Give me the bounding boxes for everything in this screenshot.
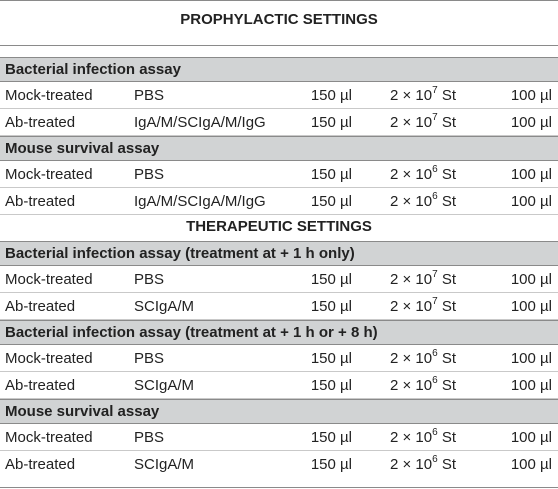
table-row: [0, 424, 558, 451]
volume-cell: 150 µl: [310, 377, 352, 394]
treatment-cell: PBS: [134, 350, 165, 367]
amount-cell: 100 µl: [510, 87, 552, 104]
section-title: Mouse survival assay: [5, 140, 160, 157]
dose-unit: St: [437, 350, 456, 367]
dose-unit: St: [437, 271, 456, 288]
section-header: [0, 57, 558, 82]
dose-unit: St: [437, 87, 456, 104]
dose-unit: St: [437, 429, 456, 446]
dose-unit: St: [437, 166, 456, 183]
table-row: [0, 109, 558, 136]
section-header: [0, 320, 558, 345]
table-row: [0, 372, 558, 399]
section-header: [0, 136, 558, 161]
group-cell: Ab-treated: [5, 193, 76, 210]
dose-unit: St: [437, 298, 456, 315]
volume-cell: 150 µl: [310, 456, 352, 473]
dose-cell: [390, 270, 456, 290]
treatment-cell: PBS: [134, 166, 165, 183]
group-cell: Mock-treated: [5, 166, 93, 183]
volume-cell: 150 µl: [310, 193, 352, 210]
table-row: [0, 161, 558, 188]
table-top-rule: [0, 0, 558, 1]
section-header: [0, 241, 558, 266]
dose-unit: St: [437, 193, 456, 210]
dose-cell: [390, 376, 456, 396]
dose-base: 2 × 10: [389, 87, 433, 104]
table-bottom-rule: [0, 487, 558, 488]
group-cell: Mock-treated: [5, 429, 93, 446]
treatment-cell: SCIgA/M: [134, 298, 195, 315]
group-cell: Ab-treated: [5, 298, 76, 315]
dose-exponent: 6: [432, 454, 438, 465]
group-cell: Ab-treated: [5, 114, 76, 131]
dose-exponent: 7: [432, 85, 438, 96]
section-title: Mouse survival assay: [5, 403, 160, 420]
treatment-cell: IgA/M/SCIgA/M/IgG: [134, 114, 266, 131]
dose-cell: [390, 86, 456, 106]
section-title: Bacterial infection assay (treatment at + 1 h or + 8 h): [5, 324, 378, 341]
dose-unit: St: [437, 456, 456, 473]
amount-cell: 100 µl: [510, 298, 552, 315]
dose-base: 2 × 10: [389, 193, 433, 210]
dose-base: 2 × 10: [389, 429, 433, 446]
dose-exponent: 7: [432, 269, 438, 280]
volume-cell: 150 µl: [310, 298, 352, 315]
volume-cell: 150 µl: [310, 114, 352, 131]
dose-cell: [390, 165, 456, 185]
treatment-cell: PBS: [134, 429, 165, 446]
therapeutic-heading: THERAPEUTIC SETTINGS: [186, 218, 372, 235]
table-row: [0, 82, 558, 109]
treatment-cell: PBS: [134, 87, 165, 104]
amount-cell: 100 µl: [510, 377, 552, 394]
volume-cell: 150 µl: [310, 429, 352, 446]
dose-base: 2 × 10: [389, 166, 433, 183]
prophylactic-heading: PROPHYLACTIC SETTINGS: [180, 11, 378, 28]
table-row: [0, 451, 558, 478]
treatment-cell: PBS: [134, 271, 165, 288]
dose-cell: [390, 113, 456, 133]
group-cell: Mock-treated: [5, 271, 93, 288]
dose-base: 2 × 10: [389, 456, 433, 473]
dose-exponent: 6: [432, 427, 438, 438]
dose-base: 2 × 10: [389, 377, 433, 394]
dose-exponent: 6: [432, 348, 438, 359]
volume-cell: 150 µl: [310, 271, 352, 288]
table-row: [0, 345, 558, 372]
dose-unit: St: [437, 114, 456, 131]
treatment-cell: SCIgA/M: [134, 456, 195, 473]
amount-cell: 100 µl: [510, 193, 552, 210]
table-row: [0, 188, 558, 215]
dose-unit: St: [437, 377, 456, 394]
group-cell: Ab-treated: [5, 456, 76, 473]
dose-cell: [390, 428, 456, 448]
amount-cell: 100 µl: [510, 271, 552, 288]
volume-cell: 150 µl: [310, 166, 352, 183]
amount-cell: 100 µl: [510, 456, 552, 473]
amount-cell: 100 µl: [510, 114, 552, 131]
table-row: [0, 266, 558, 293]
dose-cell: [390, 192, 456, 212]
dose-base: 2 × 10: [389, 350, 433, 367]
dose-exponent: 6: [432, 191, 438, 202]
group-cell: Ab-treated: [5, 377, 76, 394]
dose-base: 2 × 10: [389, 298, 433, 315]
dose-base: 2 × 10: [389, 114, 433, 131]
dose-exponent: 7: [432, 296, 438, 307]
dose-cell: [390, 297, 456, 317]
heading-rule: [0, 45, 558, 46]
dose-exponent: 6: [432, 375, 438, 386]
section-header: [0, 399, 558, 424]
dose-exponent: 6: [432, 164, 438, 175]
volume-cell: 150 µl: [310, 350, 352, 367]
section-title: Bacterial infection assay (treatment at + 1 h only): [5, 245, 355, 262]
group-cell: Mock-treated: [5, 87, 93, 104]
section-title: Bacterial infection assay: [5, 61, 181, 78]
treatment-cell: SCIgA/M: [134, 377, 195, 394]
dose-cell: [390, 349, 456, 369]
volume-cell: 150 µl: [310, 87, 352, 104]
amount-cell: 100 µl: [510, 350, 552, 367]
table-row: [0, 293, 558, 320]
treatment-cell: IgA/M/SCIgA/M/IgG: [134, 193, 266, 210]
group-cell: Mock-treated: [5, 350, 93, 367]
amount-cell: 100 µl: [510, 429, 552, 446]
dose-cell: [390, 455, 456, 475]
amount-cell: 100 µl: [510, 166, 552, 183]
dose-base: 2 × 10: [389, 271, 433, 288]
dose-exponent: 7: [432, 112, 438, 123]
